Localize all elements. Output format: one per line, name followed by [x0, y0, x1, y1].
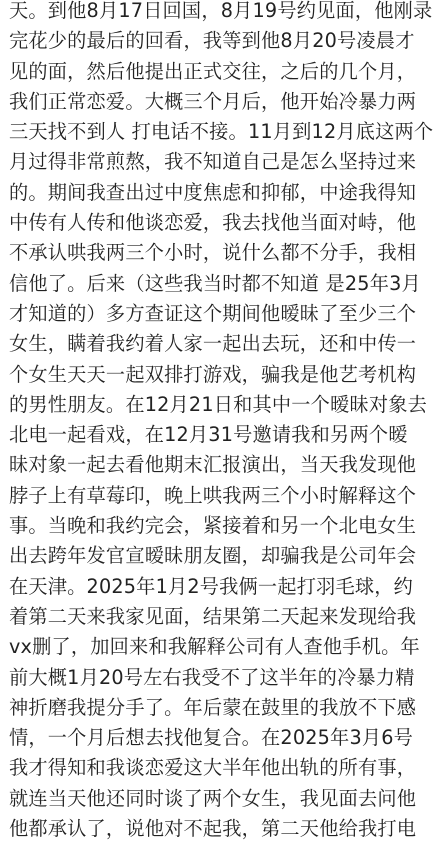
text-line: 前大概1月20号左右我受不了这半年的冷暴力精 [9, 665, 415, 689]
text-line: 的男性朋友。在12月21日和其中一个暧昧对象去 [9, 392, 427, 416]
text-line: 就连当天他还同时谈了两个女生，我见面去问他 [9, 786, 417, 810]
text-line: vx删了，加回来和我解释公司有人查他手机。年 [9, 635, 420, 659]
text-line: 的。期间我查出过中度焦虑和抑郁，中途我得知 [9, 180, 417, 204]
text-line: 昧对象一起去看他期末汇报演出，当天我发现他 [9, 453, 417, 477]
text-line: 他都承认了，说他对不起我，第二天他给我打电 [9, 817, 417, 841]
text-line: 不承认哄我两三个小时，说什么都不分手，我相 [9, 241, 417, 265]
text-line: 神折磨我提分手了。年后蒙在鼓里的我放不下感 [9, 695, 417, 719]
text-line: 事。当晚和我约完会，紧接着和另一个北电女生 [9, 514, 417, 538]
text-line: 三天找不到人 打电话不接。11月到12月底这两个 [9, 120, 433, 144]
text-line: 个女生天天一起双排打游戏，骗我是他艺考机构 [9, 362, 417, 386]
text-line: 出去跨年发官宣暧昧朋友圈，却骗我是公司年会 [9, 544, 417, 568]
text-line: 月过得非常煎熬，我不知道自己是怎么坚持过来 [9, 150, 417, 174]
text-line: 女生，瞒着我约着人家一起出去玩，还和中传一 [9, 332, 417, 356]
text-line: 情，一个月后想去找他复合。在2025年3月6号 [9, 726, 414, 750]
text-line: 我们正常恋爱。大概三个月后，他开始冷暴力两 [9, 89, 417, 113]
text-line: 完花少的最后的回看，我等到他8月20号凌晨才 [9, 29, 415, 53]
text-line: 天。到他8月17日回国，8月19号约见面，他刚录 [9, 0, 433, 22]
text-line: 在天津。2025年1月2号我俩一起打羽毛球，约 [9, 574, 414, 598]
text-line: 才知道的）多方查证这个期间他暧昧了至少三个 [9, 301, 417, 325]
text-line: 脖子上有草莓印，晚上哄我两三个小时解释这个 [9, 483, 417, 507]
text-line: 信他了。后来（这些我当时都不知道 是25年3月 [9, 271, 421, 295]
text-line: 我才得知和我谈恋爱这大半年他出轨的所有事， [9, 756, 417, 780]
text-line: 见的面，然后他提出正式交往，之后的几个月， [9, 59, 417, 83]
text-line: 中传有人传和他谈恋爱，我去找他当面对峙，他 [9, 211, 417, 235]
text-line: 北电一起看戏，在12月31号邀请我和另两个暧 [9, 423, 408, 447]
text-line: 着第二天来我家见面，结果第二天起来发现给我 [9, 604, 417, 628]
